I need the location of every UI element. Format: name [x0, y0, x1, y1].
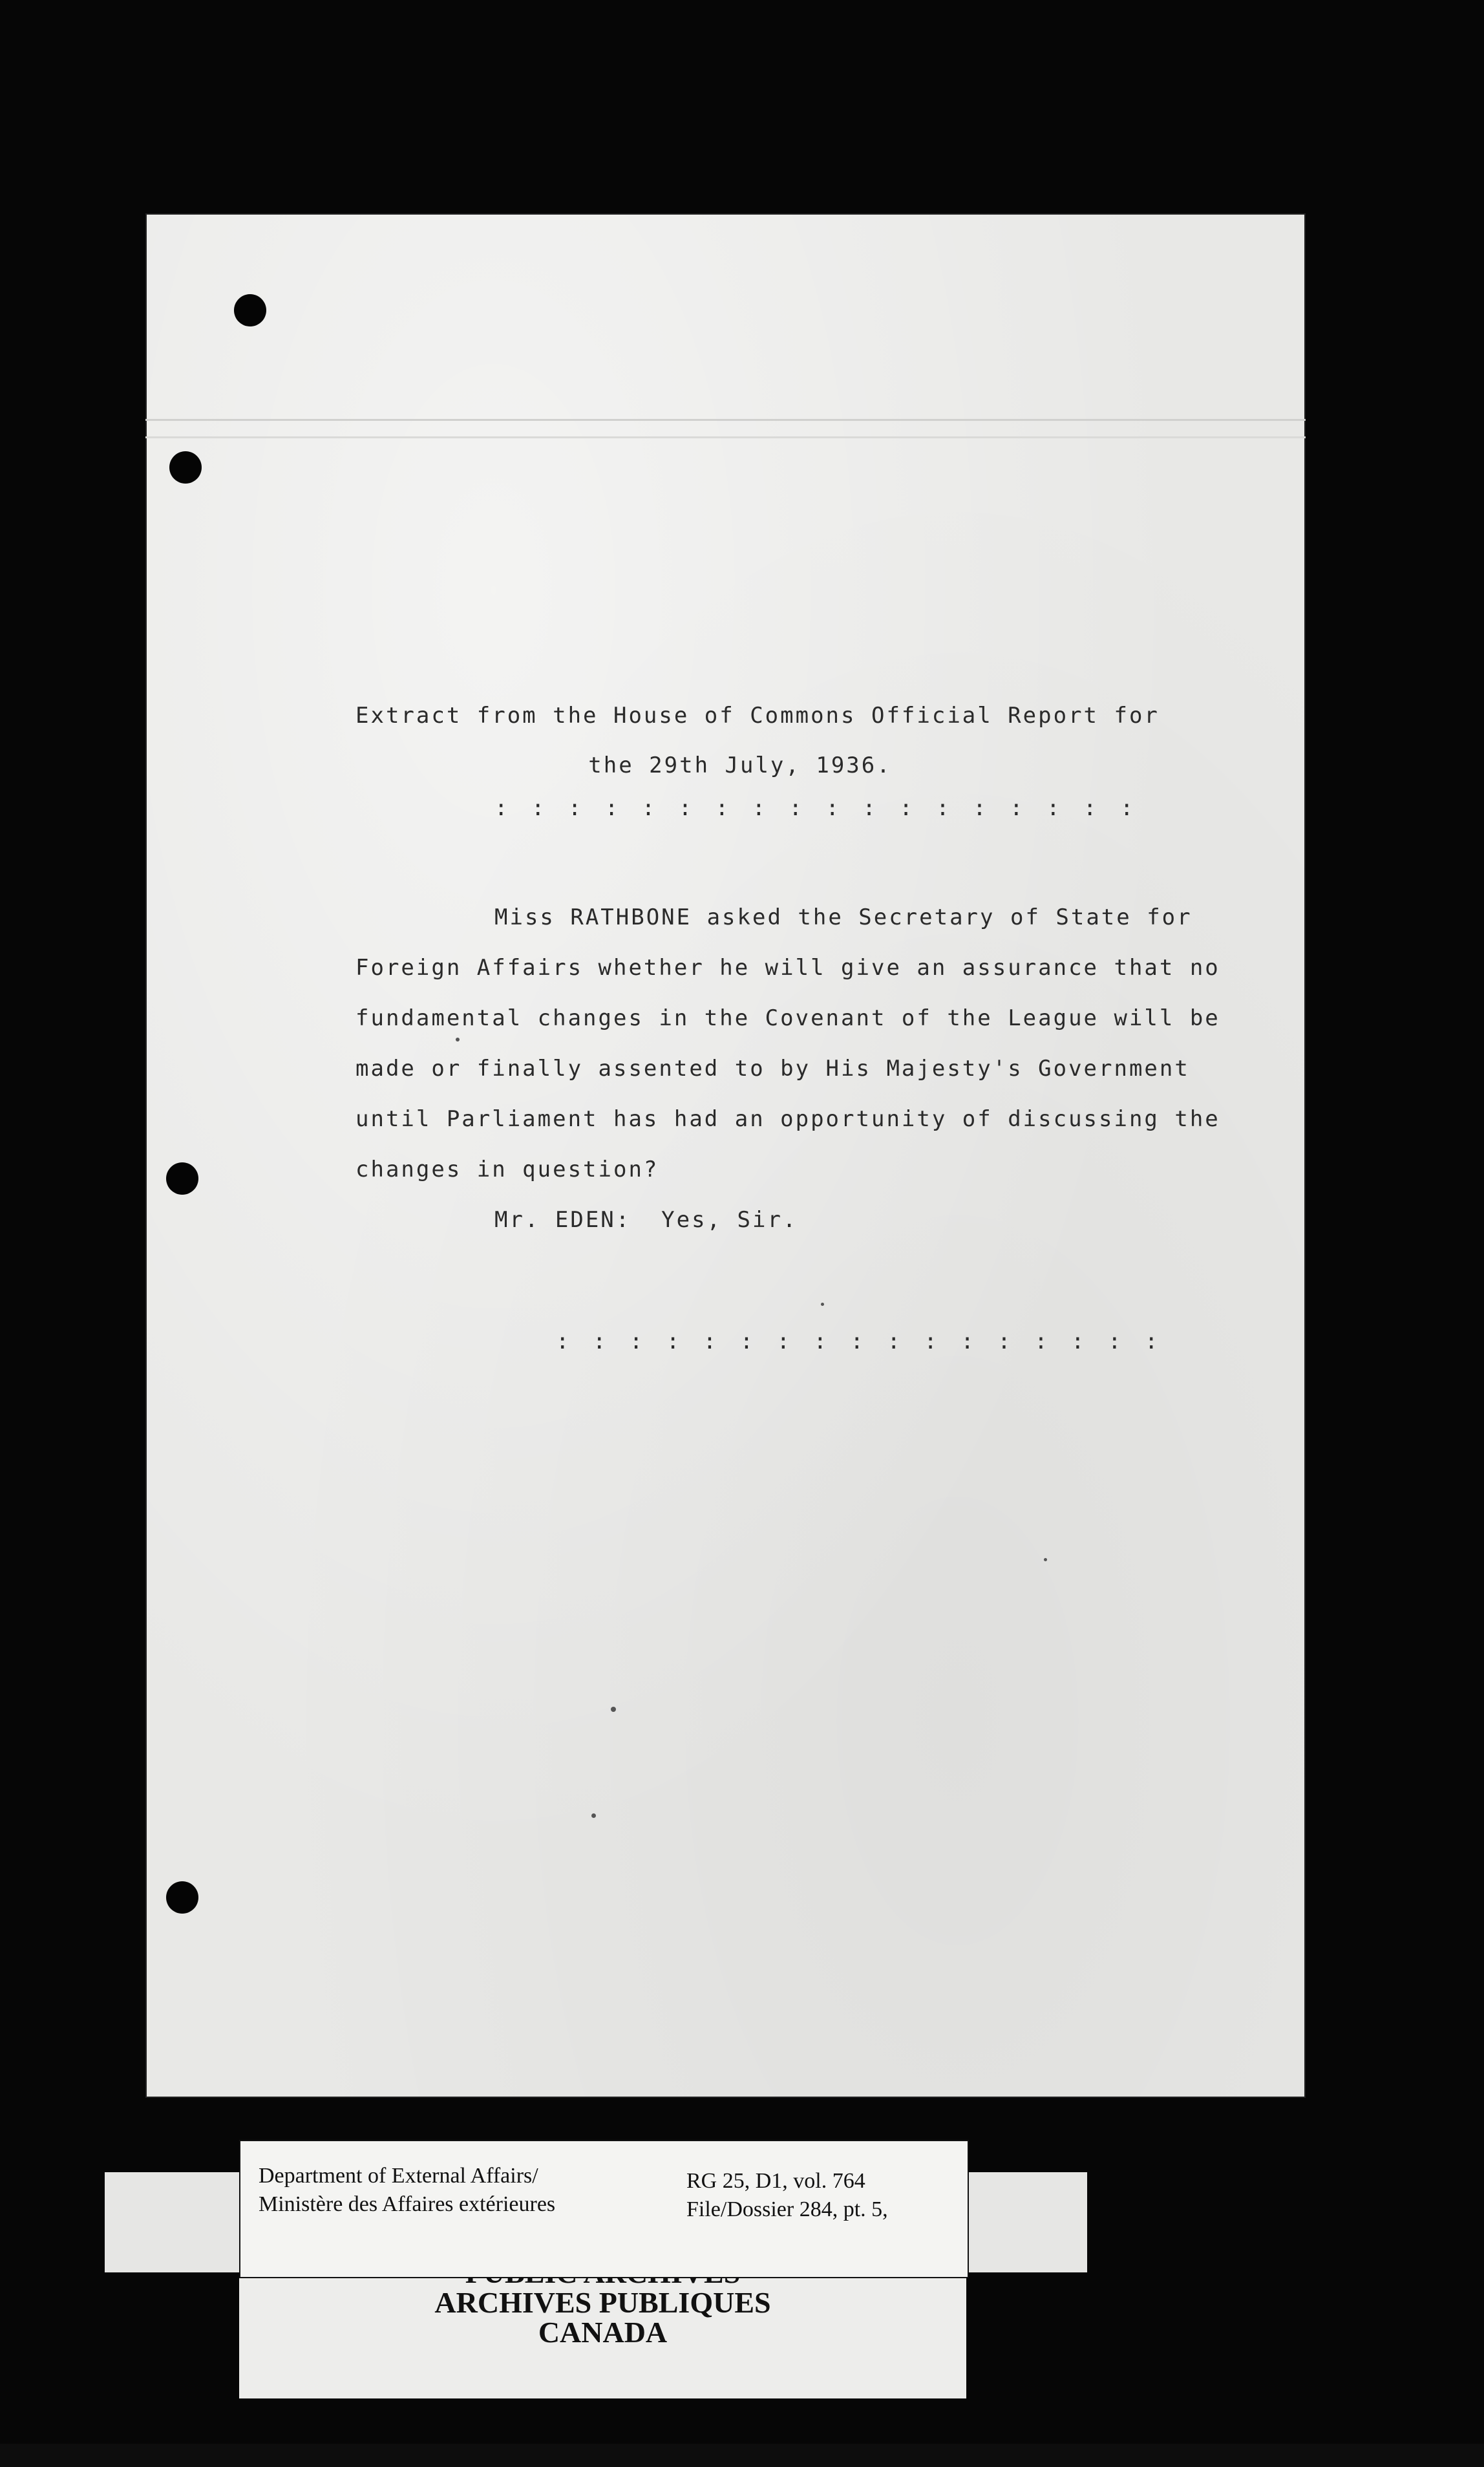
scan-bottom-edge [0, 2444, 1484, 2467]
document-heading-line-2: the 29th July, 1936. [588, 753, 892, 778]
dust-speck [456, 1038, 460, 1041]
document-heading-line-1: Extract from the House of Commons Official Report for [355, 703, 1160, 729]
dust-speck [821, 1303, 824, 1306]
archives-stamp-line-2: ARCHIVES PUBLIQUES [434, 2286, 771, 2319]
punch-hole [234, 294, 266, 326]
reference-file: File/Dossier 284, pt. 5, [686, 2197, 888, 2221]
paragraph-line-3: fundamental changes in the Covenant of the League will be [355, 1005, 1220, 1031]
department-french: Ministère des Affaires extérieures [259, 2192, 556, 2216]
dust-speck [611, 1707, 616, 1712]
separator-top: : : : : : : : : : : : : : : : : : : [494, 795, 1139, 821]
paragraph-line-6: changes in question? [355, 1157, 659, 1182]
separator-bottom: : : : : : : : : : : : : : : : : : [556, 1329, 1163, 1354]
document-page [145, 213, 1306, 2098]
paragraph-line-4: made or finally assented to by His Majesty's Government [355, 1056, 1190, 1082]
ruled-line [145, 419, 1306, 421]
archives-stamp-line-3: CANADA [538, 2316, 668, 2349]
punch-hole [169, 451, 202, 484]
punch-hole [166, 1881, 198, 1914]
punch-hole [166, 1162, 198, 1195]
paragraph-line-5: until Parliament has had an opportunity of discussing the [355, 1106, 1220, 1132]
paragraph-line-2: Foreign Affairs whether he will give an assurance that no [355, 955, 1220, 981]
reply-line: Mr. EDEN: Yes, Sir. [494, 1207, 798, 1233]
reference-record-group: RG 25, D1, vol. 764 [686, 2169, 865, 2193]
ruled-line [145, 436, 1306, 438]
archive-reference-label [239, 2140, 969, 2278]
dust-speck [1044, 1558, 1047, 1561]
department-english: Department of External Affairs/ [259, 2164, 538, 2188]
paragraph-line-1: Miss RATHBONE asked the Secretary of State for [494, 904, 1192, 930]
dust-speck [591, 1813, 596, 1818]
